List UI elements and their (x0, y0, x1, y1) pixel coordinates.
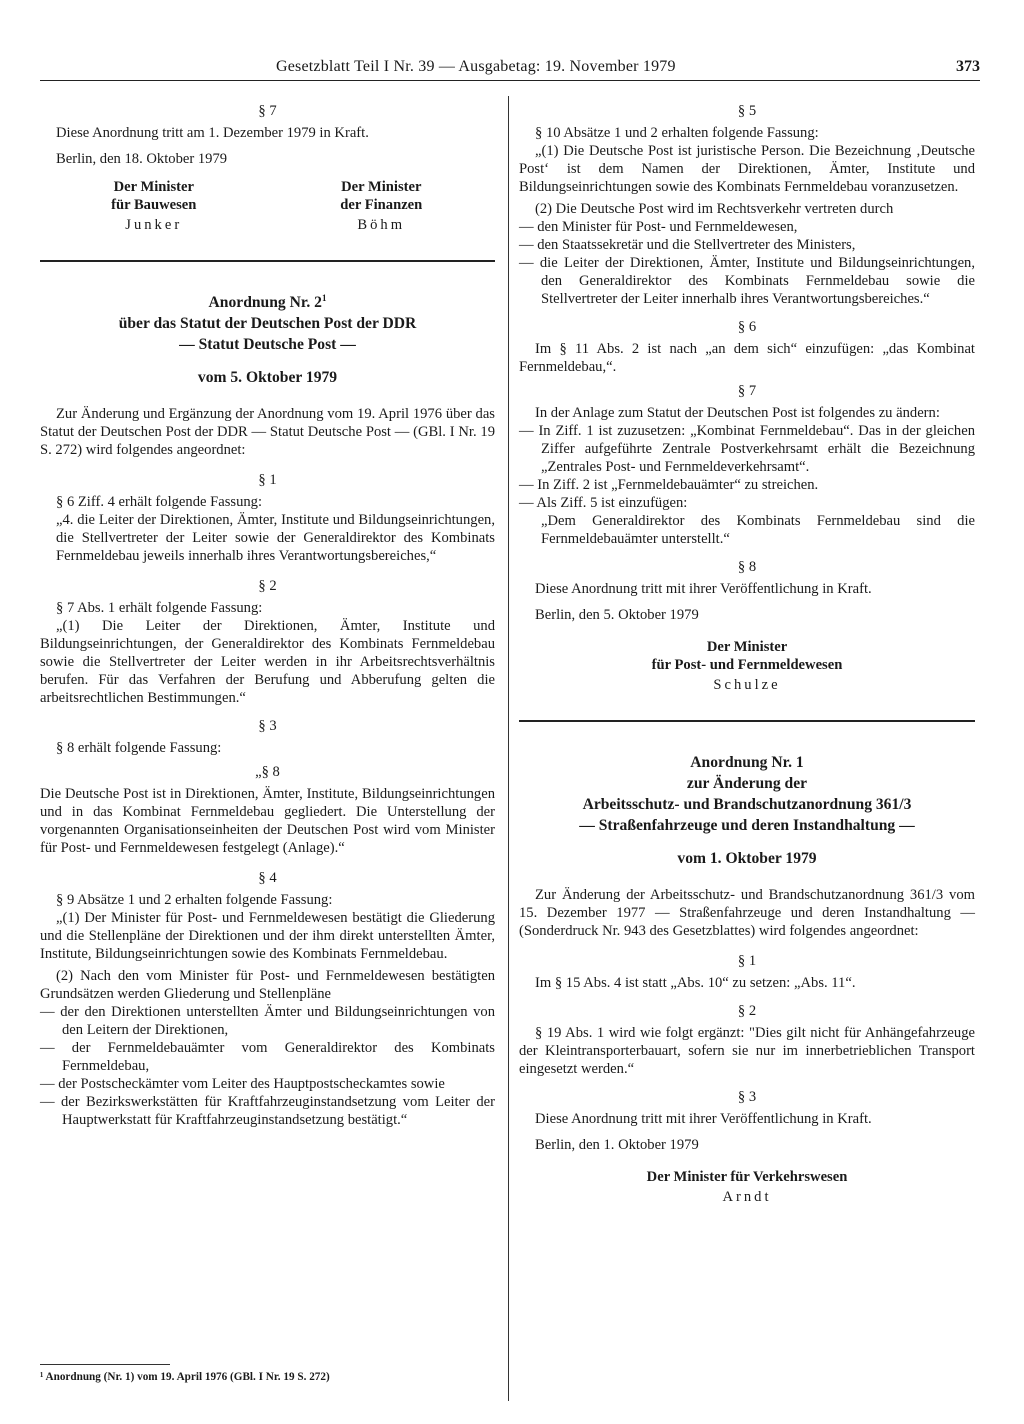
section-heading: § 7 (258, 103, 277, 119)
paragraph: „Dem Generaldirektor des Kombinats Fernmeldebau sind die Fernmeldebauämter unterstellt.“ (541, 513, 975, 547)
paragraph: (2) Nach den vom Minister für Post- und Fernmeldewesen bestätigten Grundsätzen werden Gliederung und Stellenpläne (40, 968, 495, 1002)
footnote: ¹ Anordnung (Nr. 1) vom 19. April 1976 (GBl. I Nr. 19 S. 272) (40, 1371, 330, 1383)
paragraph: Im § 11 Abs. 2 ist nach „an dem sich“ einzufügen: „das Kombinat Fernmeldebau,“. (519, 341, 975, 375)
signature-block (279, 178, 484, 234)
section-heading: § 2 (258, 578, 277, 594)
list-item: — Als Ziff. 5 ist einzufügen: (519, 495, 688, 511)
signature-title: der Finanzen (340, 197, 423, 213)
list-item: — In Ziff. 2 ist „Fernmeldebauämter“ zu streichen. (519, 477, 819, 493)
section-rule (519, 720, 975, 722)
signature-title: für Bauwesen (111, 197, 197, 213)
list-item: — der Postscheckämter vom Leiter des Hauptpostscheckamtes sowie (40, 1076, 445, 1092)
paragraph: § 19 Abs. 1 wird wie folgt ergänzt: "Dies gilt nicht für Anhängefahrzeuge der Kleintransporterbauart, sofern sie nur im innerbetrieblichen Transport eingesetzt werden.“ (519, 1025, 975, 1077)
title-line: Arbeitsschutz- und Brandschutzanordnung 361/3 (582, 796, 912, 813)
list-item: — den Staatssekretär und die Stellvertreter des Ministers, (519, 237, 856, 253)
paragraph: „(1) Die Deutsche Post ist juristische Person. Die Bezeichnung ‚Deutsche Post‘ ist dem Namen der Direktionen, Ämter, Institute und Bildungseinrichtungen sowie des Kombinats Fernmeldebau voranzusetzen. (519, 143, 975, 195)
ordinance-date: vom 5. Oktober 1979 (197, 369, 338, 386)
paragraph: Diese Anordnung tritt am 1. Dezember 1979 in Kraft. (56, 125, 369, 141)
list-item: — den Minister für Post- und Fernmeldewesen, (519, 219, 798, 235)
signature-title: Der Minister (113, 179, 194, 195)
list-item: — der Fernmeldebauämter vom Generaldirektor des Kombinats Fernmeldebau, (40, 1040, 495, 1074)
section-heading: § 7 (737, 383, 757, 399)
paragraph: „(1) Der Minister für Post- und Fernmeldewesen bestätigt die Gliederung und die Stellenpläne der Direktionen und der ihm direkt unterstellten Ämter, Institute, Bildungseinrichtungen sowie des Kombinats Fernmeldebau. (40, 910, 495, 962)
title-line: Anordnung Nr. 2 (208, 294, 322, 311)
paragraph: Zur Änderung der Arbeitsschutz- und Brandschutzanordnung 361/3 vom 15. Dezember 1977 — Straßenfahrzeuge und deren Instandhaltung — (Sonderdruck Nr. 943 des Gesetzblattes) wird folgendes angeordnet: (519, 887, 975, 939)
section-heading: § 6 (737, 319, 757, 335)
paragraph: § 8 erhält folgende Fassung: (56, 740, 222, 756)
place-date: Berlin, den 5. Oktober 1979 (535, 607, 699, 623)
right-column (519, 96, 975, 1206)
paragraph: § 9 Absätze 1 und 2 erhalten folgende Fassung: (56, 892, 333, 908)
section-rule (40, 260, 495, 262)
section-heading: § 8 (737, 559, 757, 575)
paragraph: (2) Die Deutsche Post wird im Rechtsverkehr vertreten durch (535, 201, 894, 217)
section-heading: § 2 (737, 1003, 757, 1019)
signature-row (40, 178, 495, 234)
list-item: — der Bezirkswerkstätten für Kraftfahrzeuginstandsetzung vom Leiter der Hauptwerkstatt für Kraftfahrzeuginstandsetzung bestätigt.“ (40, 1094, 495, 1128)
page-number: 373 (956, 58, 980, 75)
paragraph: § 10 Absätze 1 und 2 erhalten folgende Fassung: (535, 125, 819, 141)
paragraph: „(1) Die Leiter der Direktionen, Ämter, Institute und Bildungseinrichtungen, der Generaldirektor des Kombinats Fernmeldebau sowie die Stellvertreter der Leiter werden in ihr Arbeitsrechtsverhältnis berufen. Für das Verfahren der Berufung und Abberufung gelten die arbeitsrechtlichen Bestimmungen.“ (40, 618, 495, 706)
footnote-marker: 1 (321, 292, 327, 303)
section-heading: § 4 (258, 870, 277, 886)
list-item: — die Leiter der Direktionen, Ämter, Institute und Bildungseinrichtungen, den Generaldirektor des Kombinats Fernmeldebau sowie die Stellvertreter der Leiter innerhalb ihres Verantwortungsbereiches.“ (519, 255, 975, 307)
section-heading: § 5 (737, 103, 757, 119)
section-heading: § 3 (737, 1089, 757, 1105)
place-date: Berlin, den 18. Oktober 1979 (56, 151, 228, 167)
place-date: Berlin, den 1. Oktober 1979 (535, 1137, 699, 1153)
signature-title: Der Minister für Verkehrswesen (646, 1169, 848, 1185)
signature-block (519, 1168, 975, 1206)
title-line: zur Änderung der (686, 775, 808, 792)
signature-name: Arndt (722, 1189, 772, 1205)
title-line: Anordnung Nr. 1 (690, 754, 804, 771)
paragraph: Im § 15 Abs. 4 ist statt „Abs. 10“ zu setzen: „Abs. 11“. (535, 975, 856, 991)
list-item: — In Ziff. 1 ist zuzusetzen: „Kombinat Fernmeldebau“. Das in der gleichen Ziffer aufgeführte Zentrale Postverkehrsamt erhält die Bezeichnung „Zentrales Post- und Fernmeldeverkehrsamt“. (519, 423, 975, 475)
ordinance-date: vom 1. Oktober 1979 (677, 850, 817, 867)
list-item: — der den Direktionen unterstellten Ämter und Bildungseinrichtungen von den Leitern der Direktionen, (40, 1004, 495, 1038)
paragraph: § 7 Abs. 1 erhält folgende Fassung: (56, 600, 263, 616)
paragraph: § 6 Ziff. 4 erhält folgende Fassung: (56, 494, 263, 510)
header-title: Gesetzblatt Teil I Nr. 39 — Ausgabetag: 19. November 1979 (276, 58, 676, 75)
signature-name: Junker (125, 217, 183, 233)
ordinance-title (519, 752, 975, 836)
paragraph: „4. die Leiter der Direktionen, Ämter, Institute und Bildungseinrichtungen, die Stellvertreter der Leiter sowie der Generaldirektor des Kombinats Fernmeldebau jeweils innerhalb ihres Verantwortungsbereiches,“ (56, 512, 495, 564)
left-column (40, 96, 495, 1129)
section-heading: § 1 (737, 953, 757, 969)
signature-name: Böhm (357, 217, 406, 233)
section-heading: § 3 (258, 718, 277, 734)
signature-block (51, 178, 256, 234)
title-line: — Statut Deutsche Post — (179, 336, 356, 353)
section-heading: „§ 8 (255, 764, 280, 780)
title-line: über das Statut der Deutschen Post der DDR (118, 315, 417, 332)
title-line: — Straßenfahrzeuge und deren Instandhaltung — (579, 817, 915, 834)
signature-title: für Post- und Fernmeldewesen (651, 657, 843, 673)
section-heading: § 1 (258, 472, 277, 488)
page-header (40, 56, 980, 81)
signature-title: Der Minister (341, 179, 422, 195)
paragraph: Diese Anordnung tritt mit ihrer Veröffentlichung in Kraft. (535, 1111, 872, 1127)
footnote-rule (40, 1364, 170, 1365)
paragraph: In der Anlage zum Statut der Deutschen Post ist folgendes zu ändern: (535, 405, 940, 421)
paragraph: Die Deutsche Post ist in Direktionen, Ämter, Institute, Bildungseinrichtungen und in das Kombinat Fernmeldebau gegliedert. Die Unterstellung der vorgenannten Organisationseinheiten der Deutschen Post wird vom Minister für Post- und Fernmeldewesen festgelegt (Anlage).“ (40, 786, 495, 856)
signature-name: Schulze (713, 677, 781, 693)
ordinance-title (40, 292, 495, 355)
signature-title: Der Minister (706, 639, 788, 655)
signature-block (519, 638, 975, 694)
column-divider (508, 96, 509, 1401)
paragraph: Zur Änderung und Ergänzung der Anordnung vom 19. April 1976 über das Statut der Deutschen Post der DDR — Statut Deutsche Post — (GBl. I Nr. 19 S. 272) wird folgendes angeordnet: (40, 406, 495, 458)
paragraph: Diese Anordnung tritt mit ihrer Veröffentlichung in Kraft. (535, 581, 872, 597)
